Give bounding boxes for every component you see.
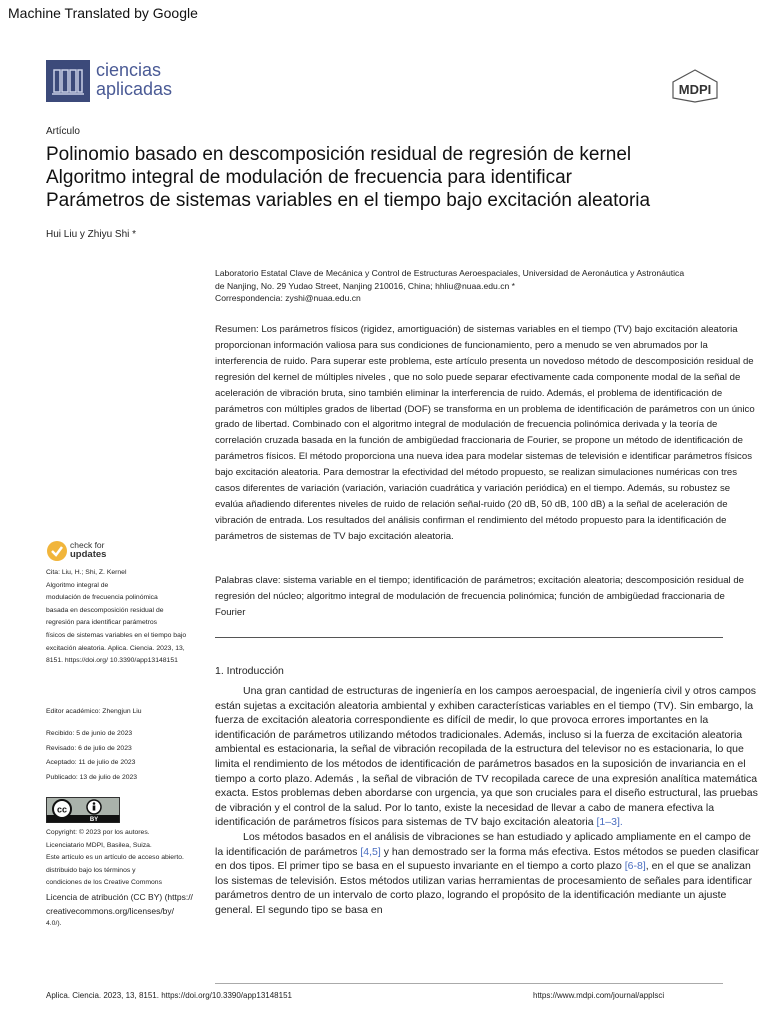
article-title xyxy=(46,143,736,212)
citation-block xyxy=(46,567,196,668)
journal-logo xyxy=(46,60,90,102)
citation-link[interactable]: [1–3]. xyxy=(596,816,623,829)
footer-divider xyxy=(215,983,723,984)
citation-line: Algoritmo integral de xyxy=(46,581,109,589)
affiliation xyxy=(215,267,735,305)
citation-line: Cita: Liu, H.; Shi, Z. Kernel xyxy=(46,569,127,576)
paragraph-text: Una gran cantidad de estructuras de ingeniería en los campos aeroespacial, de ingeniería civil y otros campos están sujetas a excitación aleatoria ambiental y exhiben características variables en el tiempo (TV). Sin embargo, la fuerza de excitación aleatoria correspondiente es difícil de medir, lo que provoca errores importantes en la identificación de parámetros utilizando métodos tradicionales. Además, incluso si la fuerza de excitación aleatoria ambiental es estacionaria, la señal de vibración recopilada de la estructura del televisor no es estacionaria, lo que limita el rendimiento de los métodos de identificación de parámetros basados en la suposición de invariancia en el tiempo a corto plazo. Además , la señal de vibración de TV recopilada carece de una expresión analítica matemática exacta. Estos problemas deben abordarse con urgencia, ya que son cruciales para el diseño estructural, las pruebas de vibración y el control de la salud. Por lo tanto, existe la necesidad de llevar a cabo de manera efectiva la identificación de parámetros físicos para sistemas de TV bajo excitación aleatoria xyxy=(215,685,758,829)
citation-line: físicos de sistemas variables en el tiempo bajo xyxy=(46,631,187,639)
check-label: check for xyxy=(70,540,105,550)
copyright-line: distribuido bajo los términos y xyxy=(46,866,136,874)
title-line: Parámetros de sistemas variables en el tiempo bajo excitación aleatoria xyxy=(46,190,651,211)
article-type: Artículo xyxy=(46,126,80,137)
dates-block xyxy=(46,727,196,785)
svg-text:BY: BY xyxy=(89,817,99,823)
check-icon xyxy=(46,540,68,562)
citation-link[interactable]: [4,5] xyxy=(360,845,381,858)
section-heading: 1. Introducción xyxy=(215,665,284,677)
date-received: Recibido: 5 de junio de 2023 xyxy=(46,730,133,737)
journal-name-line2: aplicadas xyxy=(96,79,173,99)
academic-editor: Editor académico: Zhengjun Liu xyxy=(46,708,142,715)
cc-by-icon xyxy=(46,797,120,823)
date-revised: Revisado: 6 de julio de 2023 xyxy=(46,744,132,752)
paragraph-text: Los métodos basados en el análisis de vibraciones se han estudiado y aplicado ampliamente en el campo de la identificación de parámetros xyxy=(215,830,751,858)
affiliation-line: de Nanjing, No. 29 Yudao Street, Nanjing 210016, China; hhliu@nuaa.edu.cn * xyxy=(215,280,516,291)
cc-by-badge[interactable] xyxy=(46,797,120,823)
license-line: 4.0/). xyxy=(46,919,62,927)
footer-journal-url[interactable]: https://www.mdpi.com/journal/applsci xyxy=(533,991,665,1000)
keywords: Palabras clave: sistema variable en el tiempo; identificación de parámetros; excitación aleatoria; descomposición residual de regresión del núcleo; algoritmo integral de modulación de frecuencia polinómica; función de ambigüedad fraccionaria de Fourier xyxy=(215,575,745,618)
paragraph-text: , en el que se analizan los sistemas de televisión. Estos métodos utilizan varias herramientas de procesamiento de señales para identificar parámetros dentro de un intervalo de corto plazo, logrando el propósito de la identificación mediante un ajuste general. El segundo tipo se basa en xyxy=(215,860,752,916)
license-link[interactable]: creativecommons.org/licenses/by/ xyxy=(46,905,175,916)
footer-citation: Aplica. Ciencia. 2023, 13, 8151. https://doi.org/10.3390/app13148151 xyxy=(46,991,292,1000)
correspondence: Correspondencia: zyshi@nuaa.edu.cn xyxy=(215,293,361,303)
journal-name-line1: ciencias xyxy=(96,60,162,80)
paragraph xyxy=(215,684,760,830)
copyright-block xyxy=(46,827,196,931)
citation-line: regresión para identificar parámetros xyxy=(46,619,158,627)
abstract: Resumen: Los parámetros físicos (rigidez, amortiguación) de sistemas variables en el tiempo (TV) bajo excitación aleatoria proporcionan información valiosa para sus condiciones de funcionamiento, pero a menudo se ven abrumados por la interferencia de ruido. Para superar este problema, este artículo presenta un novedoso método de descomposición residual de regresión del kernel de múltiples niveles , que no solo puede separar efectivamente cada componente modal de la señal de aceleración de vibración bruta, sino también eliminar la interferencia de ruido. Además, el problema de identificación de parámetros con múltiples grados de libertad (DOF) se transforma en un problema de identificación de parámetros con un único grado de libertad. Combinado con el algoritmo integral de modulación de frecuencia polinómica derivada y la teoría de correlación cruzada basada en la función de ambigüedad fraccionaria de Fourier, se propone un método de identificación de parámetros físicos. El método proporciona una nueva idea para modelar sistemas de televisión e identificar parámetros físicos bajo excitación aleatoria. Para demostrar la efectividad del método propuesto, se realizan simulaciones numéricas con tres casos diferentes de variación (variación, variación cuadrática y variación periódica) en el tiempo. Además, su robustez se evalúa añadiendo diferentes niveles de ruido de relación señal-ruido (20 dB, 50 dB, 100 dB) a la señal de aceleración de vibración de entrada. Los resultados del análisis confirman el rendimiento del método propuesto para la identificación de parámetros de sistemas de TV bajo excitación aleatoria. xyxy=(215,324,755,542)
title-line: Algoritmo integral de modulación de frecuencia para identificar xyxy=(46,167,572,188)
date-published: Publicado: 13 de julio de 2023 xyxy=(46,773,138,781)
check-for-updates-badge[interactable] xyxy=(46,540,146,564)
license-line: Licencia de atribución (CC BY) (https:// xyxy=(46,891,193,902)
authors: Hui Liu y Zhiyu Shi * xyxy=(46,229,137,240)
citation-line: 8151. https://doi.org/ 10.3390/app13148151 xyxy=(46,657,178,665)
mdpi-logo xyxy=(668,68,722,104)
mdpi-logo-icon xyxy=(668,68,722,104)
copyright-line: condiciones de los Creative Commons xyxy=(46,879,162,887)
updates-label: updates xyxy=(70,549,107,560)
body-text xyxy=(215,684,760,918)
copyright-line: Licenciatario MDPI, Basilea, Suiza. xyxy=(46,841,152,849)
citation-line: excitación aleatoria. Aplica. Ciencia. 2023, 13, xyxy=(46,644,185,652)
affiliation-line: Laboratorio Estatal Clave de Mecánica y Control de Estructuras Aeroespaciales, Universidad de Aeronáutica y Astronáutica xyxy=(215,268,685,278)
title-line: Polinomio basado en descomposición residual de regresión de kernel xyxy=(46,144,632,165)
publisher-text: MDPI xyxy=(678,82,712,97)
copyright-line: Este artículo es un artículo de acceso abierto. xyxy=(46,854,184,862)
date-accepted: Aceptado: 11 de julio de 2023 xyxy=(46,759,136,766)
divider xyxy=(215,637,723,638)
journal-name xyxy=(96,61,172,99)
journal-logo-icon xyxy=(46,60,90,102)
citation-line: basada en descomposición residual de xyxy=(46,606,164,614)
paragraph-text: y han demostrado ser la forma más efectiva. Estos métodos se pueden clasificar en dos tipos. El primer tipo se basa en el supuesto invariante en el tiempo a corto plazo xyxy=(215,845,759,873)
citation-link[interactable]: [6-8] xyxy=(624,860,646,873)
paragraph xyxy=(215,830,760,918)
copyright-line: Copyright: © 2023 por los autores. xyxy=(46,829,150,836)
citation-line: modulación de frecuencia polinómica xyxy=(46,594,158,602)
svg-text:cc: cc xyxy=(56,804,68,815)
machine-translation-banner: Machine Translated by Google xyxy=(8,5,198,21)
